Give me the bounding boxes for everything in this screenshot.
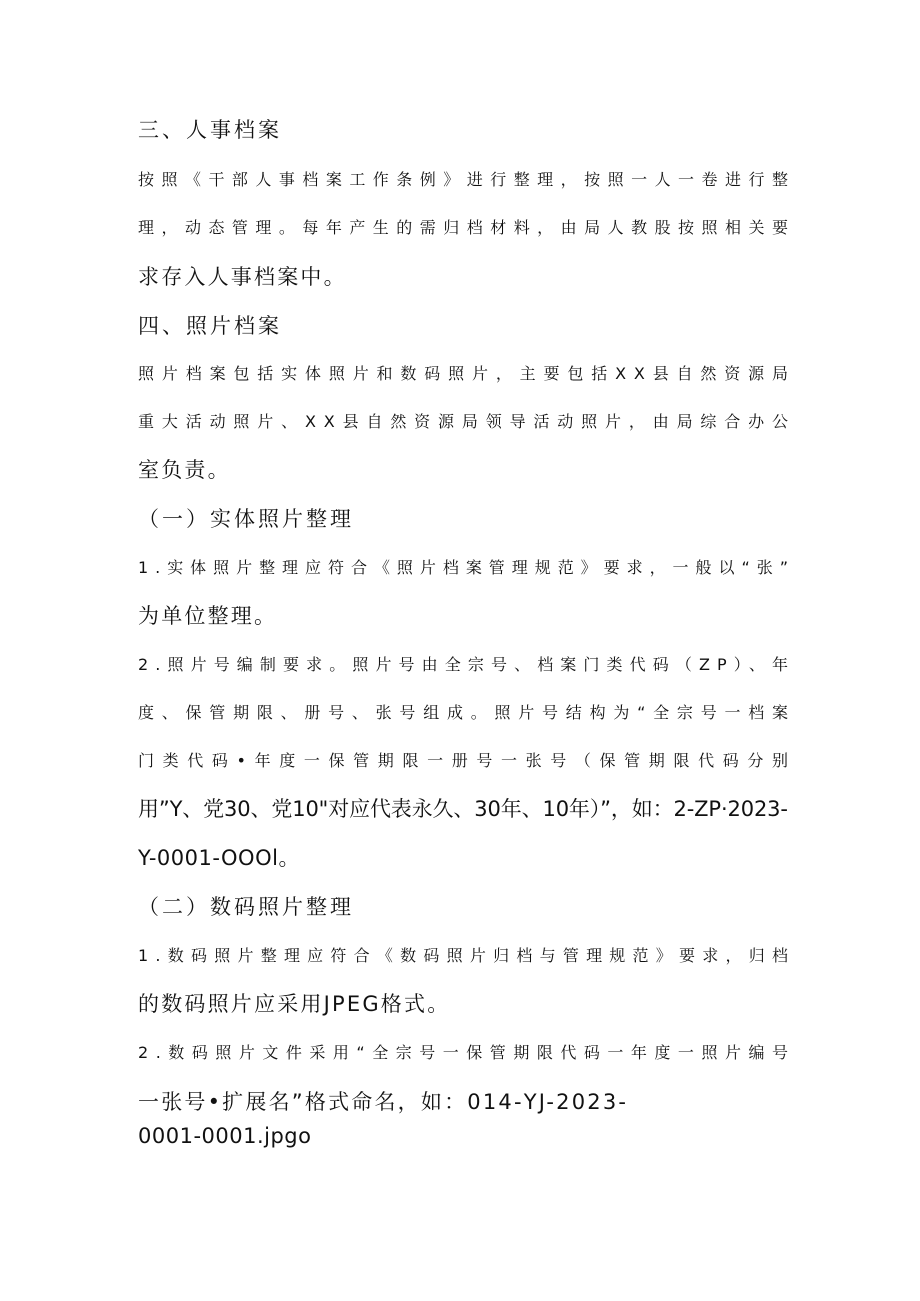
paragraph-line: 2.数码照片文件采用“全宗号一保管期限代码一年度一照片编号: [138, 1043, 796, 1062]
paragraph-line: 为单位整理。: [138, 604, 278, 628]
subsection-heading-physical-photos: （一）实体照片整理: [138, 507, 354, 531]
paragraph-line: 理，动态管理。每年产生的需归档材料，由局人教股按照相关要: [138, 218, 796, 237]
paragraph-line: 按照《干部人事档案工作条例》进行整理，按照一人一卷进行整: [138, 170, 796, 189]
paragraph-line: 门类代码•年度一保管期限一册号一张号（保管期限代码分别: [138, 751, 797, 770]
paragraph-line: 重大活动照片、XX县自然资源局领导活动照片，由局综合办公: [138, 412, 796, 431]
paragraph-line: 室负责。: [138, 458, 231, 482]
paragraph-line: 1.数码照片整理应符合《数码照片归档与管理规范》要求，归档: [138, 946, 796, 965]
paragraph-line: 的数码照片应采用JPEG格式。: [138, 992, 451, 1016]
section-heading-photo-archives: 四、照片档案: [138, 314, 282, 338]
paragraph-line: 度、保管期限、册号、张号组成。照片号结构为“全宗号一档案: [138, 703, 796, 722]
paragraph-line: 一张号•扩展名”格式命名，如：014-YJ-2023-: [138, 1090, 629, 1114]
section-heading-personnel-archives: 三、人事档案: [138, 118, 282, 142]
paragraph-line: 用”Y、党30、党10"对应代表永久、30年、10年）”，如：2-ZP·2023-: [138, 797, 788, 821]
paragraph-line: 2.照片号编制要求。照片号由全宗号、档案门类代码（ZP）、年: [138, 655, 796, 674]
subsection-heading-digital-photos: （二）数码照片整理: [138, 895, 354, 919]
paragraph-line: Y-0001-OOOl。: [138, 846, 300, 870]
paragraph-line: 0001-0001.jpgo: [138, 1124, 312, 1148]
paragraph-line: 照片档案包括实体照片和数码照片，主要包括XX县自然资源局: [138, 364, 796, 383]
paragraph-line: 求存入人事档案中。: [138, 265, 347, 289]
paragraph-line: 1.实体照片整理应符合《照片档案管理规范》要求，一般以“张”: [138, 558, 795, 577]
